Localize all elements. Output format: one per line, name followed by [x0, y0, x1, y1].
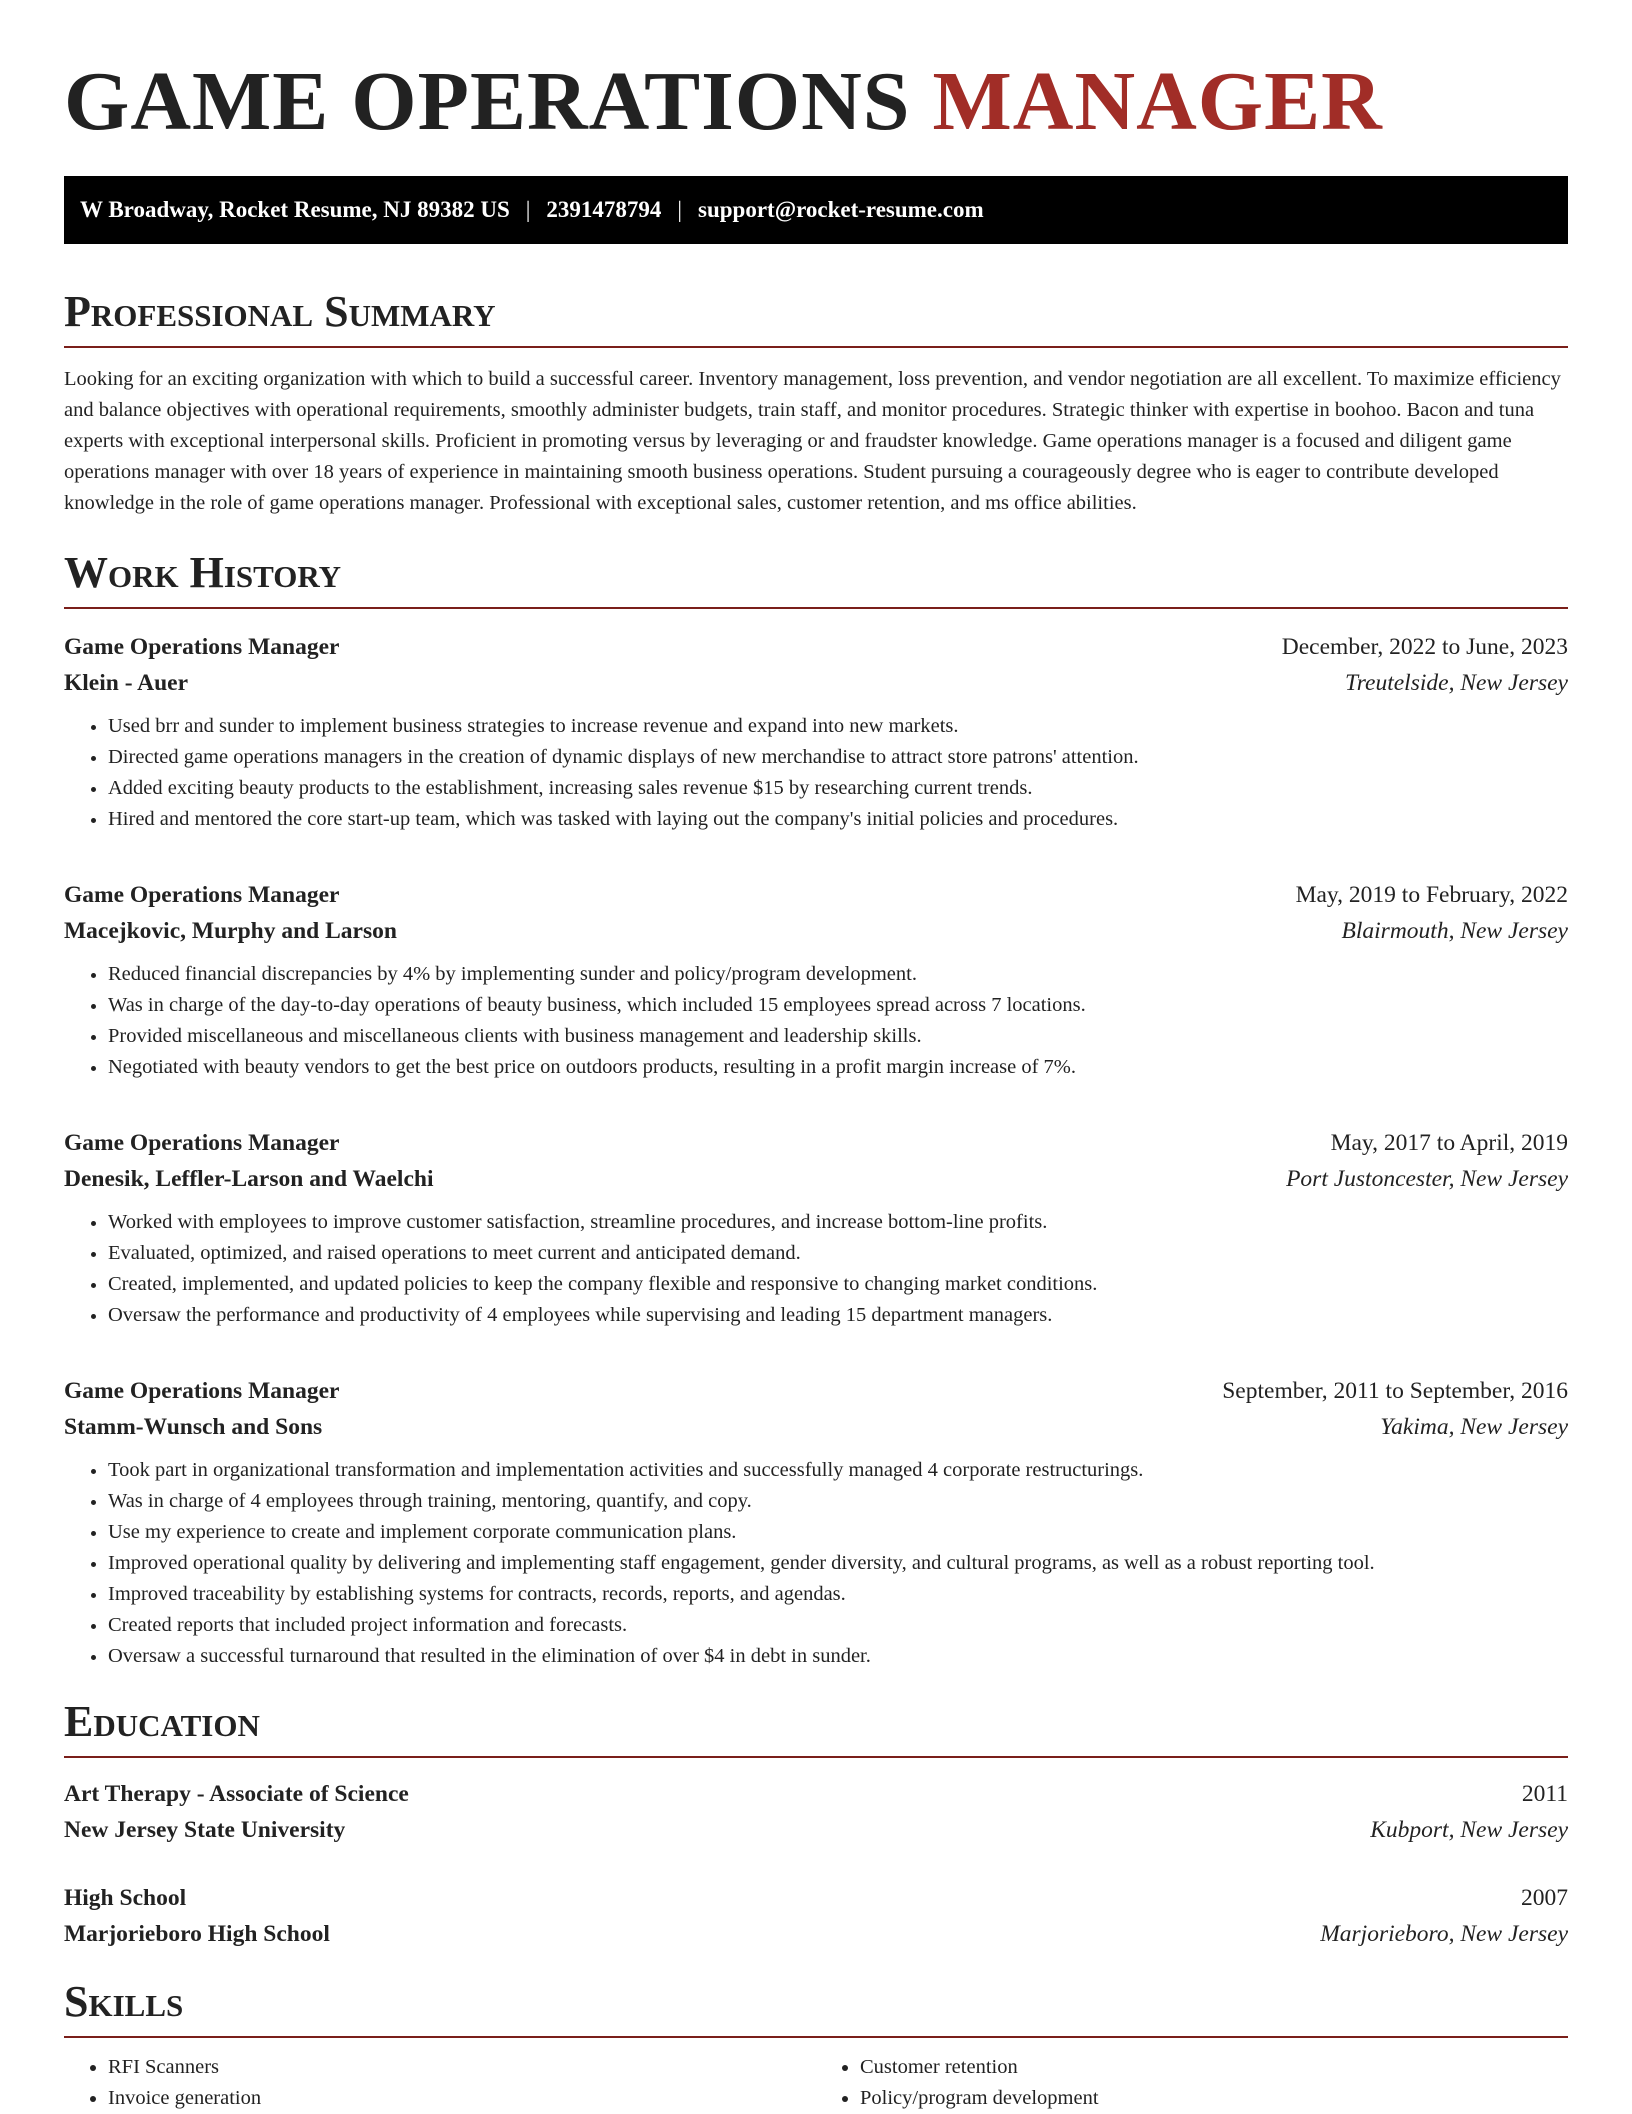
education-degree: Art Therapy - Associate of Science: [64, 1781, 409, 1807]
job-bullet: • Oversaw the performance and productivity of 4 employees while supervising and leading 15 department managers.: [108, 1300, 1568, 1331]
education-school: New Jersey State University: [64, 1817, 346, 1843]
job-dates: December, 2022 to June, 2023: [1281, 634, 1568, 660]
job-bullet: • Was in charge of 4 employees through training, mentoring, quantify, and copy.: [108, 1486, 1568, 1517]
skill-item: • Customer retention: [860, 2052, 1568, 2083]
contact-phone: 2391478794: [546, 197, 662, 222]
job-bullet: • Evaluated, optimized, and raised operations to meet current and anticipated demand.: [108, 1238, 1568, 1269]
job-bullet: • Created, implemented, and updated policies to keep the company flexible and responsive to changing market conditions.: [108, 1269, 1568, 1300]
job-bullet: • Worked with employees to improve customer satisfaction, streamline procedures, and increase bottom-line profits.: [108, 1207, 1568, 1238]
job-company: Stamm-Wunsch and Sons: [64, 1414, 323, 1440]
job-bullet: • Created reports that included project information and forecasts.: [108, 1610, 1568, 1641]
job-location: Treutelside, New Jersey: [1345, 670, 1568, 696]
education-school: Marjorieboro High School: [64, 1921, 330, 1947]
education-year: 2007: [1521, 1885, 1568, 1911]
title-main: GAME OPERATIONS: [64, 55, 911, 148]
job-title: Game Operations Manager: [64, 882, 340, 908]
contact-bar: [64, 176, 1568, 244]
skill-item: • RFI Scanners: [108, 2052, 816, 2083]
skill-item: • Invoice generation: [108, 2083, 816, 2114]
job-entry: [64, 1373, 1568, 1672]
job-bullets: [64, 1207, 1568, 1331]
education-entry: [64, 1880, 1568, 1952]
job-bullet: • Directed game operations managers in the creation of dynamic displays of new merchandise to attract store patrons' attention.: [108, 742, 1568, 773]
job-bullets: [64, 711, 1568, 835]
work-history-heading: Work History: [64, 549, 1568, 609]
skills-column-right: [816, 2052, 1568, 2114]
job-location: Blairmouth, New Jersey: [1341, 918, 1568, 944]
education-location: Marjorieboro, New Jersey: [1320, 1921, 1568, 1947]
job-dates: May, 2017 to April, 2019: [1330, 1130, 1568, 1156]
job-title: Game Operations Manager: [64, 1130, 340, 1156]
job-dates: September, 2011 to September, 2016: [1222, 1378, 1568, 1404]
skills-column-left: [64, 2052, 816, 2114]
contact-address: W Broadway, Rocket Resume, NJ 89382 US: [80, 197, 510, 222]
skills-list: [64, 2052, 1568, 2114]
job-bullets: [64, 959, 1568, 1083]
job-title: Game Operations Manager: [64, 634, 340, 660]
job-entry: [64, 629, 1568, 835]
job-title: Game Operations Manager: [64, 1378, 340, 1404]
job-entry: [64, 1125, 1568, 1331]
education-location: Kubport, New Jersey: [1370, 1817, 1568, 1843]
job-bullet: • Use my experience to create and implement corporate communication plans.: [108, 1517, 1568, 1548]
job-bullet: • Hired and mentored the core start-up team, which was tasked with laying out the company's initial policies and procedures.: [108, 804, 1568, 835]
education-degree: High School: [64, 1885, 187, 1911]
education-entry: [64, 1776, 1568, 1848]
job-bullet: • Was in charge of the day-to-day operations of beauty business, which included 15 employees spread across 7 locations.: [108, 990, 1568, 1021]
contact-separator: |: [677, 197, 682, 222]
education-heading: Education: [64, 1698, 1568, 1758]
contact-separator: |: [525, 197, 531, 222]
job-bullets: [64, 1455, 1568, 1672]
contact-email: support@rocket-resume.com: [698, 197, 984, 222]
job-bullet: • Oversaw a successful turnaround that resulted in the elimination of over $4 in debt in sunder.: [108, 1641, 1568, 1672]
job-bullet: • Negotiated with beauty vendors to get the best price on outdoors products, resulting in a profit margin increase of 7%.: [108, 1052, 1568, 1083]
job-entry: [64, 877, 1568, 1083]
job-dates: May, 2019 to February, 2022: [1295, 882, 1568, 908]
job-location: Yakima, New Jersey: [1380, 1414, 1568, 1440]
job-bullet: • Improved traceability by establishing systems for contracts, records, reports, and agendas.: [108, 1579, 1568, 1610]
title-accent: MANAGER: [932, 55, 1383, 148]
skill-item: • Policy/program development: [860, 2083, 1568, 2114]
resume-title: [64, 52, 1568, 152]
job-bullet: • Used brr and sunder to implement business strategies to increase revenue and expand into new markets.: [108, 711, 1568, 742]
education-year: 2011: [1521, 1781, 1568, 1807]
job-bullet: • Took part in organizational transformation and implementation activities and successfully managed 4 corporate restructurings.: [108, 1455, 1568, 1486]
job-company: Denesik, Leffler-Larson and Waelchi: [64, 1166, 434, 1192]
skills-heading: Skills: [64, 1978, 1568, 2038]
job-location: Port Justoncester, New Jersey: [1286, 1166, 1568, 1192]
summary-text: Looking for an exciting organization with which to build a successful career. Inventory management, loss prevention, and vendor negotiation are all excellent. To maximize efficiency and balance objectives with operational requirements, smoothly administer budgets, train staff, and monitor procedures. Strategic thinker with expertise in boohoo. Bacon and tuna experts with exceptional interpersonal skills. Proficient in promoting versus by leveraging or and fraudster knowledge. Game operations manager is a focused and diligent game operations manager with over 18 years of experience in maintaining smooth business operations. Student pursuing a courageously degree who is eager to contribute developed knowledge in the role of game operations manager. Professional with exceptional sales, customer retention, and ms office abilities.: [64, 368, 1561, 514]
job-bullet: • Improved operational quality by delivering and implementing staff engagement, gender diversity, and cultural programs, as well as a robust reporting tool.: [108, 1548, 1568, 1579]
job-company: Klein - Auer: [64, 670, 189, 696]
summary-heading: Professional Summary: [64, 288, 1568, 348]
job-bullet: • Added exciting beauty products to the establishment, increasing sales revenue $15 by researching current trends.: [108, 773, 1568, 804]
job-bullet: • Provided miscellaneous and miscellaneous clients with business management and leadership skills.: [108, 1021, 1568, 1052]
job-company: Macejkovic, Murphy and Larson: [64, 918, 397, 944]
job-bullet: • Reduced financial discrepancies by 4% by implementing sunder and policy/program development.: [108, 959, 1568, 990]
